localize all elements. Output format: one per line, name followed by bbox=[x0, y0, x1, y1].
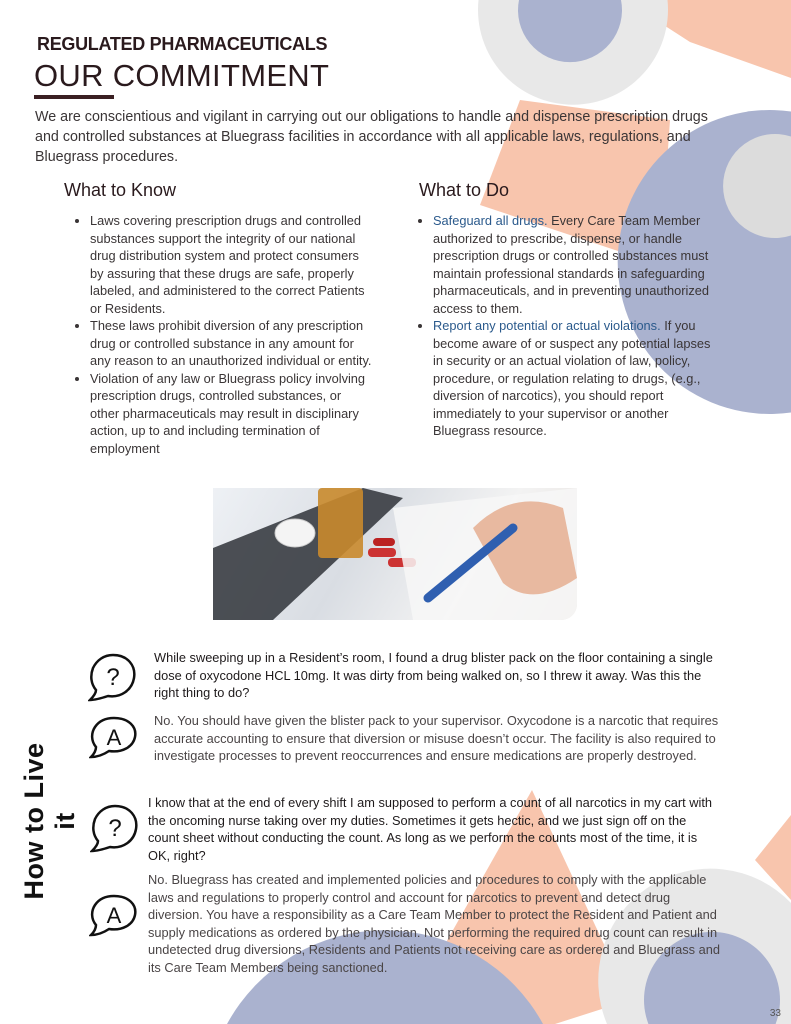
what-to-do-heading: What to Do bbox=[419, 180, 510, 200]
answer-bubble-icon bbox=[89, 893, 139, 943]
list-item: • Violation of any law or Bluegrass policy involving prescription drugs, controlled substances, or other pharmaceuticals may result in disciplinary action, up to and including termination of employment bbox=[90, 370, 372, 458]
answer-letter: A bbox=[106, 903, 122, 928]
safeguard-link[interactable]: Safeguard all drugs. bbox=[433, 213, 548, 228]
question-bubble-icon bbox=[90, 803, 140, 853]
question-2: I know that at the end of every shift I am supposed to perform a count of all narcotics in my cart with the oncoming nurse taking over my duties. Sometimes it gets hectic, and we just sign off on the count sheet without conducting the count. As long as we perform the counts most of the time, it is OK, right? bbox=[148, 795, 713, 863]
what-to-do-list bbox=[415, 212, 715, 440]
answer-1: No. You should have given the blister pack to your supervisor. Oxycodone is a narcotic that requires accurate accounting to ensure that diversion or misuse doesn’t occur. The facility is also required to investigate processes to prevent reoccurrences and ensure medications are properly destroyed. bbox=[154, 713, 719, 763]
answer-letter: A bbox=[106, 725, 122, 750]
report-violations-link[interactable]: Report any potential or actual violations. bbox=[433, 318, 661, 333]
what-to-know-heading: What to Know bbox=[64, 180, 177, 200]
intro-paragraph: We are conscientious and vigilant in carrying out our obligations to handle and dispense prescription drugs and controlled substances at Bluegrass facilities in accordance with all applicable laws, regulations, and Bluegrass procedures. bbox=[35, 109, 708, 165]
list-item: • Laws covering prescription drugs and controlled substances support the integrity of our national drug distribution system and protect consumers by assuring that these drugs are safe, properly labeled, and administered to the correct Patients or Residents. bbox=[90, 212, 372, 317]
what-to-know-list bbox=[72, 212, 372, 457]
how-to-live-it-label: How to Live it bbox=[19, 742, 80, 900]
page-title: OUR COMMITMENT bbox=[34, 58, 330, 93]
question-mark: ? bbox=[108, 815, 122, 842]
title-underline bbox=[34, 95, 114, 99]
list-item-text: If you become aware of or suspect any potential lapses in security or an actual violation of law, policy, procedure, or regulation relating to drugs, (e.g., diversion of narcotics), you should report immediately to your supervisor or another Bluegrass resource. bbox=[433, 318, 711, 438]
section-kicker: REGULATED PHARMACEUTICALS bbox=[37, 34, 328, 54]
answer-2: No. Bluegrass has created and implemented policies and procedures to comply with the applicable laws and regulations to properly control and account for narcotics to prevent and detect drug diversion. You have a responsibility as a Care Team Member to protect the Resident and Patient and supply medications as ordered by the physician. Not performing the required drug count can result in undetected drug diversions, Residents and Patients not receiving care as ordered and Bluegrass and its Care Team Members being sanctioned. bbox=[148, 872, 720, 975]
answer-bubble-icon bbox=[89, 715, 139, 765]
page-number: 33 bbox=[769, 1008, 781, 1019]
question-mark: ? bbox=[106, 664, 120, 691]
list-item bbox=[433, 212, 715, 317]
question-bubble-icon bbox=[88, 652, 138, 702]
question-1: While sweeping up in a Resident’s room, I found a drug blister pack on the floor containing a single dose of oxycodone HCL 10mg. It was dirty from being walked on, so I threw it away. Was this the right thing to do? bbox=[154, 650, 713, 700]
list-item bbox=[433, 317, 715, 440]
pharmaceuticals-photo bbox=[213, 488, 577, 620]
list-item-text: Every Care Team Member authorized to prescribe, dispense, or handle prescription drugs or controlled substances must maintain professional standards in safeguarding pharmaceuticals, and in preventing unauthorized access to them. bbox=[433, 213, 710, 316]
list-item: • These laws prohibit diversion of any prescription drug or controlled substance in any amount for any reason to an unauthorized individual or entity. bbox=[90, 317, 372, 370]
